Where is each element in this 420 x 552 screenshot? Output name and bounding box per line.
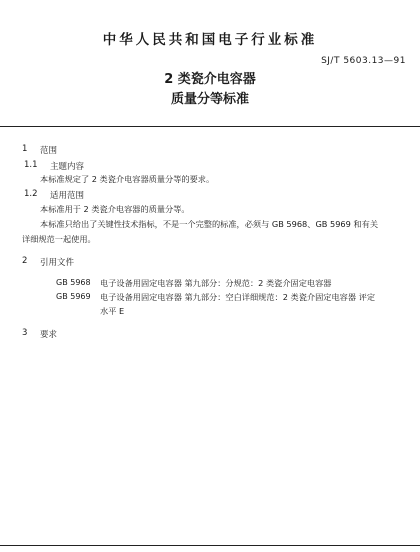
document-header: 中华人民共和国电子行业标准 bbox=[102, 32, 318, 48]
bottom-divider bbox=[0, 545, 420, 546]
section-1-1-number: 1.1 bbox=[24, 160, 38, 170]
section-1-2-text-1: 本标准用于 2 类瓷介电容器的质量分等。 bbox=[40, 204, 190, 214]
reference-title: 电子设备用固定电容器 第九部分：空白详细规范：2 类瓷介固定电容器 评定 bbox=[100, 292, 376, 302]
section-1-2-text-2: 本标准只给出了关键性技术指标，不是一个完整的标准，必须与 GB 5968、GB 5969 和有关 bbox=[40, 219, 379, 229]
document-title-line-2: 质量分等标准 bbox=[170, 92, 249, 107]
reference-code: GB 5969 bbox=[56, 292, 91, 301]
reference-code: GB 5968 bbox=[56, 278, 91, 287]
section-1-number: 1 bbox=[22, 144, 28, 154]
section-2-number: 2 bbox=[22, 256, 28, 266]
reference-title-continued: 水平 E bbox=[100, 306, 125, 316]
section-1-1-heading: 主题内容 bbox=[50, 162, 85, 172]
section-1-2-number: 1.2 bbox=[24, 189, 38, 199]
document-title-line-1: 2 类瓷介电容器 bbox=[164, 72, 256, 87]
section-3-number: 3 bbox=[22, 328, 28, 338]
top-divider bbox=[0, 126, 420, 127]
section-1-heading: 范围 bbox=[40, 146, 58, 156]
standard-code: SJ/T 5603.13—91 bbox=[321, 56, 406, 66]
section-1-2-heading: 适用范围 bbox=[50, 191, 85, 201]
section-1-2-text-3: 详细规范一起使用。 bbox=[22, 234, 96, 244]
section-3-heading: 要求 bbox=[40, 330, 58, 340]
reference-title: 电子设备用固定电容器 第九部分：分规范：2 类瓷介固定电容器 bbox=[100, 278, 332, 288]
section-1-1-text: 本标准规定了 2 类瓷介电容器质量分等的要求。 bbox=[40, 174, 215, 184]
section-2-heading: 引用文件 bbox=[40, 258, 75, 268]
